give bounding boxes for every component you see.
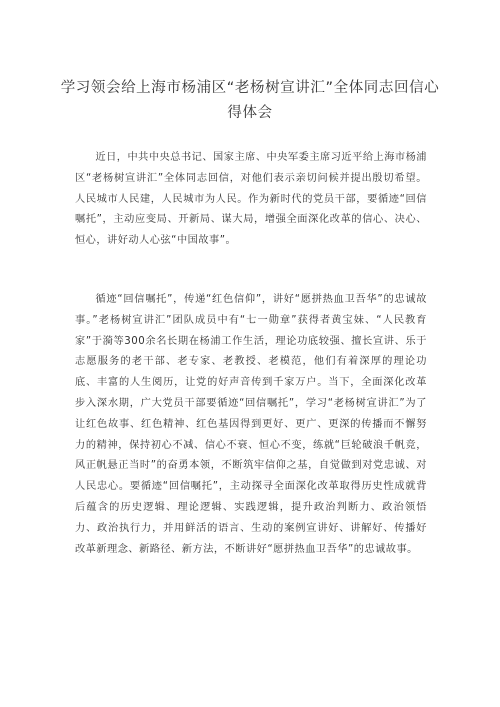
document-title: 学习领会给上海市杨浦区“老杨树宣讲汇”全体同志回信心得体会 (60, 80, 440, 121)
paragraph-1: 近日，中共中央总书记、国家主席、中央军委主席习近平给上海市杨浦区“老杨树宣讲汇”全体同志回信，对他们表示亲切问候并提出殷切希望。人民城市人民建，人民城市为人民。作为新时代的党员干部，要循迹“回信嘱托”，主动应变局、开新局、谋大局，增强全面深化改革的信心、决心、恒心，讲好动人心弦“中国故事”。 (75, 152, 427, 247)
paragraph-2: 循迹“回信嘱托”，传递“红色信仰”，讲好“愿拼热血卫吾华”的忠诚故事。”老杨树宣讲汇”团队成员中有“七一勋章”获得者黄宝妹、“人民教育家”于漪等300余名长期在杨浦工作生活，理论功底较强、擅长宣讲、乐于志愿服务的老干部、老专家、老教授、老模范，他们有着深厚的理论功底、丰富的人生阅历，让党的好声音传到千家万户。当下，全面深化改革步入深水期，广大党员干部要循迹“回信嘱托”，学习“老杨树宣讲汇”为了让红色故事、红色精神、红色基因得到更好、更广、更深的传播而不懈努力的精神，保持初心不减、信心不衰、恒心不变，练就“巨轮破浪千帆竞，风正帆悬正当时”的奋勇本领，不断筑牢信仰之基，自觉做到对党忠诚、对人民忠心。要循迹“回信嘱托”，主动探寻全面深化改革取得历史性成就背后蕴含的历史逻辑、理论逻辑、实践逻辑，提升政治判断力、政治领悟力、政治执行力，并用鲜活的语言、生动的案例宣讲好、讲解好、传播好改革新理念、新路径、新方法，不断讲好“愿拼热血卫吾华”的忠诚故事。 (75, 294, 427, 555)
